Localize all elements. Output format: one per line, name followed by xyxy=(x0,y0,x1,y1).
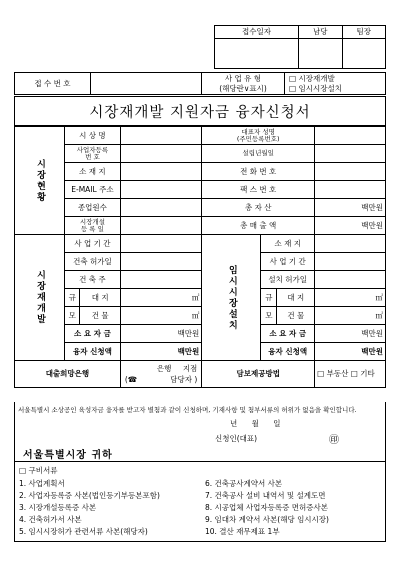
own-funds-field[interactable]: 백만원 xyxy=(120,325,201,343)
temp-land-field[interactable]: ㎡ xyxy=(315,289,386,307)
application-grid xyxy=(14,126,386,388)
assets-field[interactable]: 백만원 xyxy=(315,199,386,217)
receipt-number-label: 접 수 번 호 xyxy=(15,73,91,95)
approval-box xyxy=(214,25,386,69)
scale-label-2: 모 xyxy=(65,307,80,325)
temp-own-funds-field[interactable]: 백만원 xyxy=(315,325,386,343)
biz-reg-label xyxy=(65,145,121,163)
declaration-text: 서울특별시 소상공인 육성자금 융자를 받고자 별첨과 같이 신청하며, 기재사항 및 첨부서류의 허위가 없음을 확인합니다. xyxy=(18,406,357,414)
doc-item: 2. 사업자등록증 사본(법인등기부등본포함) xyxy=(19,491,160,500)
manager-header: 남당 xyxy=(299,26,342,39)
business-type-title: 사 업 유 형 xyxy=(224,74,262,83)
open-date-sub: 등 록 일 xyxy=(80,224,104,233)
temp-period-field[interactable] xyxy=(315,253,386,271)
rep-name-field[interactable] xyxy=(315,127,386,145)
email-field[interactable] xyxy=(120,181,201,199)
received-date-header: 접수일자 xyxy=(215,26,299,39)
team-leader-cell[interactable] xyxy=(342,39,385,69)
sales-field[interactable]: 백만원 xyxy=(315,217,386,235)
redevelop-checkbox[interactable]: □ 시장재개발 xyxy=(289,74,335,83)
est-date-field[interactable] xyxy=(315,145,386,163)
doc-item: 4. 건축허가서 사본 xyxy=(19,515,82,524)
declaration-block xyxy=(14,402,386,462)
permit-label: 건축 허가일 xyxy=(65,253,121,271)
market-name-field[interactable] xyxy=(120,127,201,145)
fax-label: 팩 스 번 호 xyxy=(202,181,315,199)
employees-label: 종업원수 xyxy=(65,199,121,217)
building-field[interactable]: ㎡ xyxy=(120,307,201,325)
fax-field[interactable] xyxy=(315,181,386,199)
temp-permit-field[interactable] xyxy=(315,271,386,289)
address-label: 소 재 지 xyxy=(65,163,121,181)
employees-field[interactable] xyxy=(120,199,201,217)
bank-field[interactable] xyxy=(120,361,201,388)
bank-label: 대출희망은행 xyxy=(15,361,121,388)
own-funds-label: 소 요 자 금 xyxy=(65,325,121,343)
biz-reg-field[interactable] xyxy=(120,145,201,163)
temp-period-label: 사 업 기 간 xyxy=(261,253,315,271)
applicant-label: 신청인(대표) xyxy=(215,434,258,443)
business-type-options xyxy=(285,73,386,95)
period-label: 사 업 기 간 xyxy=(65,235,121,253)
section-temp-market: 임시시장설치 xyxy=(202,235,261,361)
email-label: E-MAIL 주소 xyxy=(65,181,121,199)
section-market-status: 시장현황 xyxy=(15,127,65,235)
seal-icon: ㊞ xyxy=(329,435,339,446)
rep-name-sub: (주민등록번호) xyxy=(236,134,280,143)
builder-field[interactable] xyxy=(120,271,201,289)
team-leader-header: 팀장 xyxy=(342,26,385,39)
biz-reg-sub: 번 호 xyxy=(85,152,100,161)
permit-field[interactable] xyxy=(120,253,201,271)
temp-building-label: 건 물 xyxy=(277,307,315,325)
land-label: 대 지 xyxy=(80,289,120,307)
assets-label: 총 자 산 xyxy=(202,199,315,217)
documents-heading: □ 구비서류 xyxy=(19,466,58,475)
declaration-date[interactable]: 년 월 일 xyxy=(230,419,281,428)
builder-label: 건 축 주 xyxy=(65,271,121,289)
doc-item: 10. 결산 재무제표 1부 xyxy=(205,527,280,536)
contact-prefix: (☎ xyxy=(124,374,138,384)
open-date-field[interactable] xyxy=(120,217,201,235)
receipt-row xyxy=(14,72,386,95)
doc-item: 3. 시장개설등록증 사본 xyxy=(19,503,97,512)
temp-address-field[interactable] xyxy=(315,235,386,253)
addressee: 서울특별시장 귀하 xyxy=(23,450,113,461)
manager-cell[interactable] xyxy=(299,39,342,69)
received-date-cell[interactable] xyxy=(215,39,299,69)
rep-name-title: 대표자 성명 xyxy=(241,128,275,136)
temp-land-label: 대 지 xyxy=(277,289,315,307)
doc-item: 7. 건축공사 설비 내역서 및 설계도면 xyxy=(205,491,326,500)
loan-amount-label: 융자 신청액 xyxy=(65,343,121,361)
doc-item: 6. 건축공사계약서 사본 xyxy=(205,479,283,488)
land-field[interactable]: ㎡ xyxy=(120,289,201,307)
temp-permit-label: 설치 허가일 xyxy=(261,271,315,289)
collateral-options[interactable]: □ 부동산 □ 기타 xyxy=(315,361,386,388)
loan-amount-field[interactable]: 백만원 xyxy=(120,343,201,361)
phone-field[interactable] xyxy=(315,163,386,181)
rep-name-label xyxy=(202,127,315,145)
period-field[interactable] xyxy=(120,235,201,253)
biz-reg-title: 사업자등록 xyxy=(76,146,109,154)
est-date-label: 설립년월일 xyxy=(202,145,315,163)
sales-label: 총 매 출 액 xyxy=(202,217,315,235)
business-type-sub: (해당란∨표시) xyxy=(219,83,267,93)
temp-scale-label-2: 모 xyxy=(261,307,277,325)
branch-word: 지점 xyxy=(182,364,198,373)
business-type-label xyxy=(202,73,285,95)
open-date-title: 시장개설 xyxy=(79,218,105,226)
doc-item: 1. 사업계획서 xyxy=(19,479,65,488)
market-name-label: 시 상 명 xyxy=(65,127,121,145)
required-documents xyxy=(14,462,386,542)
form-title: 시장재개발 지원자금 융자신청서 xyxy=(14,96,386,126)
building-label: 건 물 xyxy=(80,307,120,325)
scale-label: 규 xyxy=(65,289,80,307)
section-redevelop: 시장재개발 xyxy=(15,235,65,361)
bank-word: 은행 xyxy=(156,364,172,373)
doc-item: 9. 임대차 계약서 사본(해당 임시시장) xyxy=(205,515,329,524)
open-date-label xyxy=(65,217,121,235)
collateral-label: 담보제공방법 xyxy=(202,361,315,388)
phone-label: 전 화 번 호 xyxy=(202,163,315,181)
doc-item: 5. 임시시장허가 관련서류 사본(해당자) xyxy=(19,527,148,536)
temp-scale-label: 규 xyxy=(261,289,277,307)
temp-address-label: 소 재 지 xyxy=(261,235,315,253)
temp-market-checkbox[interactable]: □ 임시시장설치 xyxy=(289,83,342,93)
receipt-number-field[interactable] xyxy=(91,73,202,95)
temp-loan-amount-field[interactable]: 백만원 xyxy=(315,343,386,361)
doc-item: 8. 시공업체 사업자등록증 면허증사본 xyxy=(205,503,328,512)
contact-suffix: 담당자 ) xyxy=(170,374,198,384)
address-field[interactable] xyxy=(120,163,201,181)
temp-loan-amount-label: 융자 신청액 xyxy=(261,343,315,361)
temp-building-field[interactable]: ㎡ xyxy=(315,307,386,325)
temp-own-funds-label: 소 요 자 금 xyxy=(261,325,315,343)
